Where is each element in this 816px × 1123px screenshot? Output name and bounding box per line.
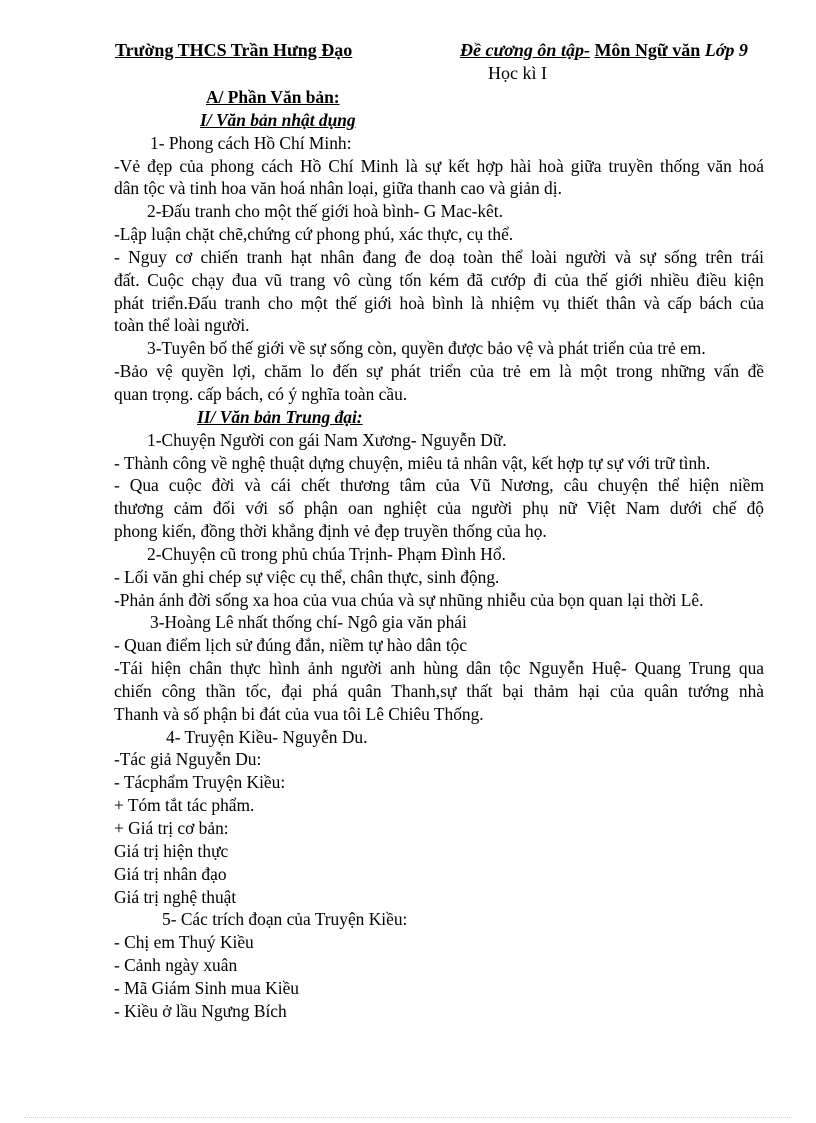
- paragraph-line: + Tóm tắt tác phẩm.: [114, 795, 255, 816]
- grade-label: Lớp 9: [704, 40, 748, 60]
- item-title: 1- Phong cách Hồ Chí Minh:: [150, 132, 352, 153]
- paragraph-line: phong kiến, đồng thời khẳng định vẻ đẹp truyền thống của họ.: [114, 521, 547, 542]
- paragraph-line: - Quan điểm lịch sử đúng đắn, niềm tự hào dân tộc: [114, 635, 468, 656]
- paragraph-line: dân tộc và tinh hoa văn hoá nhân loại, giữa thanh cao và giản dị.: [114, 178, 562, 199]
- paragraph-line: chiến công thần tốc, đại phá quân Thanh,sự thất bại thảm hại của quân tướng nhà: [114, 680, 764, 701]
- item-title: 2-Đấu tranh cho một thế giới hoà bình- G Mac-kêt.: [147, 201, 503, 222]
- paragraph-line: thương cảm đối với số phận oan nghiệt của người phụ nữ Việt Nam dưới chế độ: [114, 498, 764, 519]
- paragraph-line: -Tái hiện chân thực hình ảnh người anh hùng dân tộc Nguyễn Huệ- Quang Trung qua: [114, 658, 764, 679]
- list-item: - Kiều ở lầu Ngưng Bích: [114, 1000, 287, 1021]
- item-title: 2-Chuyện cũ trong phủ chúa Trịnh- Phạm Đình Hổ.: [147, 543, 506, 564]
- school-name: Trường THCS Trần Hưng Đạo: [115, 40, 353, 60]
- paragraph-line: quan trọng. cấp bách, có ý nghĩa toàn cầu.: [114, 383, 408, 404]
- list-item: - Cảnh ngày xuân: [114, 955, 238, 976]
- paragraph-line: Giá trị hiện thực: [114, 840, 229, 861]
- section-heading: II/ Văn bản Trung đại:: [197, 406, 363, 427]
- page-bottom-divider: [24, 1117, 792, 1118]
- paragraph-line: Giá trị nghệ thuật: [114, 886, 237, 907]
- paragraph-line: -Bảo vệ quyền lợi, chăm lo đến sự phát triển của trẻ em là một trong những vấn đề: [114, 361, 764, 382]
- list-item: - Mã Giám Sinh mua Kiều: [114, 977, 299, 998]
- paragraph-line: toàn thể loài người.: [114, 315, 250, 336]
- section-heading: I/ Văn bản nhật dụng: [200, 109, 356, 130]
- list-item: - Chị em Thuý Kiều: [114, 932, 254, 953]
- paragraph-line: Giá trị nhân đạo: [114, 863, 227, 884]
- document-header-title: [460, 40, 748, 61]
- paragraph-line: Thanh và số phận bi đát của vua tôi Lê Chiêu Thống.: [114, 703, 484, 724]
- paragraph-line: - Qua cuộc đời và cái chết thương tâm của Vũ Nương, câu chuyện thể hiện niềm: [114, 475, 764, 496]
- item-title: 1-Chuyện Người con gái Nam Xương- Nguyễn Dữ.: [147, 429, 507, 450]
- subject-label: Môn Ngữ văn: [594, 40, 701, 60]
- outline-label: Đề cương ôn tập-: [460, 40, 590, 60]
- paragraph-line: phát triển.Đấu tranh cho một thế giới hoà bình là nhiệm vụ thiết thân và cấp bách của: [114, 292, 764, 313]
- item-title: 5- Các trích đoạn của Truyện Kiều:: [162, 909, 408, 930]
- document-body: [114, 86, 764, 1023]
- paragraph-line: - Tácphẩm Truyện Kiều:: [114, 772, 286, 793]
- item-title: 3-Hoàng Lê nhất thống chí- Ngô gia văn phái: [150, 612, 467, 633]
- part-heading: A/ Phần Văn bản:: [206, 87, 340, 107]
- paragraph-line: - Thành công về nghệ thuật dựng chuyện, miêu tả nhân vật, kết hợp tự sự với trữ tình.: [114, 452, 711, 473]
- paragraph-line: -Lập luận chặt chẽ,chứng cứ phong phú, xác thực, cụ thể.: [114, 224, 514, 245]
- item-title: 3-Tuyên bố thế giới về sự sống còn, quyền được bảo vệ và phát triển của trẻ em.: [147, 338, 706, 359]
- paragraph-line: -Tác giả Nguyễn Du:: [114, 749, 262, 770]
- paragraph-line: -Phản ánh đời sống xa hoa của vua chúa và sự nhũng nhiễu của bọn quan lại thời Lê.: [114, 589, 704, 610]
- paragraph-line: đất. Cuộc chạy đua vũ trang vô cùng tốn kém đã cướp đi của thế giới nhiều điều kiện: [114, 269, 764, 290]
- paragraph-line: - Nguy cơ chiến tranh hạt nhân đang đe doạ toàn thể loài người và sự sống trên trái: [114, 246, 764, 267]
- item-title: 4- Truyện Kiều- Nguyễn Du.: [166, 726, 368, 747]
- paragraph-line: -Vẻ đẹp của phong cách Hồ Chí Minh là sự kết hợp hài hoà giữa truyền thống văn hoá: [114, 155, 764, 176]
- paragraph-line: + Giá trị cơ bản:: [114, 818, 229, 838]
- paragraph-line: - Lối văn ghi chép sự việc cụ thể, chân thực, sinh động.: [114, 566, 500, 587]
- semester-label: Học kì I: [488, 63, 547, 83]
